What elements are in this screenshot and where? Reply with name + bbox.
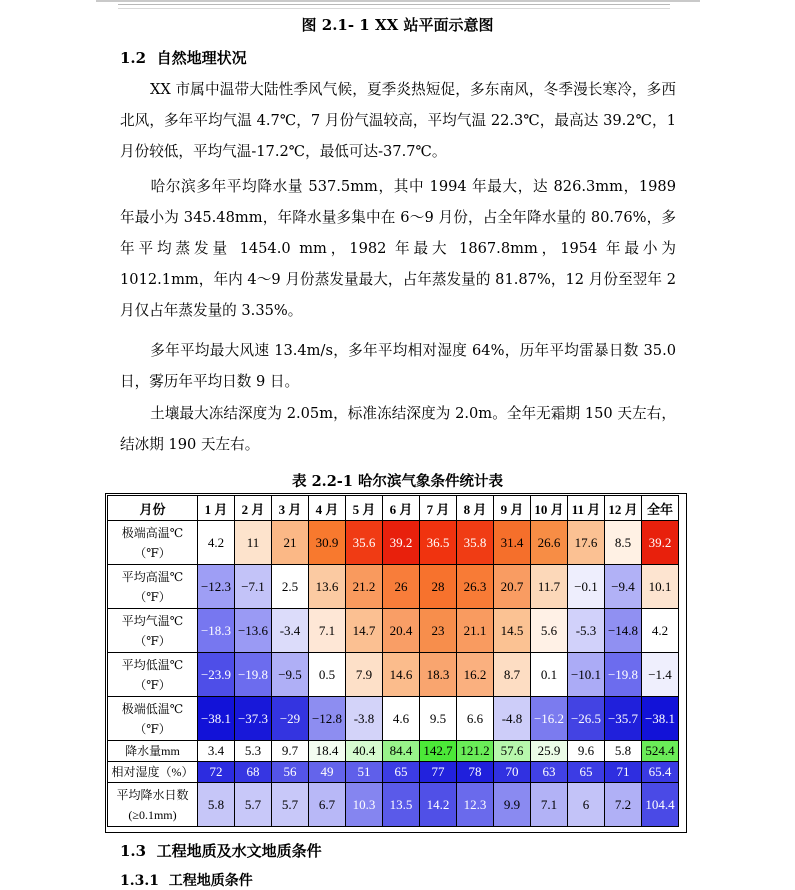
table-cell: 68 xyxy=(235,762,272,783)
table-cell: 36.5 xyxy=(420,521,457,565)
table-cell: −0.1 xyxy=(568,565,605,609)
row-label xyxy=(108,762,198,783)
table-cell: 26.6 xyxy=(531,521,568,565)
paragraph-frost xyxy=(120,398,676,460)
table-cell: 6.7 xyxy=(309,783,346,827)
section-heading-1-2 xyxy=(120,47,247,68)
table-cell: −19.8 xyxy=(605,653,642,697)
table-cell: 0.1 xyxy=(531,653,568,697)
table-cell: 7.1 xyxy=(531,783,568,827)
table-cell: 21 xyxy=(272,521,309,565)
table-row xyxy=(108,783,679,827)
table-cell: −7.1 xyxy=(235,565,272,609)
table-cell: 18.3 xyxy=(420,653,457,697)
table-cell: 65 xyxy=(568,762,605,783)
table-cell: 26.3 xyxy=(457,565,494,609)
table-cell: 14.7 xyxy=(346,609,383,653)
table-row xyxy=(108,697,679,741)
table-cell: 9.9 xyxy=(494,783,531,827)
row-label xyxy=(108,609,198,653)
section-number: 1.3.1 xyxy=(120,873,159,889)
table-cell: 18.4 xyxy=(309,741,346,762)
row-label-line2: （℉） xyxy=(134,545,171,560)
table-cell: 20.7 xyxy=(494,565,531,609)
table-cell: 11 xyxy=(235,521,272,565)
table-cell: 5.3 xyxy=(235,741,272,762)
table-cell: −16.2 xyxy=(531,697,568,741)
table-cell: −37.3 xyxy=(235,697,272,741)
row-label xyxy=(108,741,198,762)
table-cell: 65.4 xyxy=(642,762,679,783)
table-cell: -5.3 xyxy=(568,609,605,653)
header-cell-month: 2 月 xyxy=(235,496,272,521)
row-label-line1: 相对湿度（%） xyxy=(111,765,194,779)
table-cell: 3.4 xyxy=(198,741,235,762)
table-cell: 65 xyxy=(383,762,420,783)
table-cell: 8.5 xyxy=(605,521,642,565)
table-cell: 5.7 xyxy=(235,783,272,827)
table-cell: -4.8 xyxy=(494,697,531,741)
table-cell: 10.1 xyxy=(642,565,679,609)
header-cell-month: 5 月 xyxy=(346,496,383,521)
table-cell: 121.2 xyxy=(457,741,494,762)
table-cell: -3.4 xyxy=(272,609,309,653)
table-cell: 6 xyxy=(568,783,605,827)
paragraph-climate xyxy=(120,74,676,167)
table-cell: 21.1 xyxy=(457,609,494,653)
table-row xyxy=(108,565,679,609)
table-cell: 6.6 xyxy=(457,697,494,741)
figure-caption: 图 2.1- 1 XX 站平面示意图 xyxy=(301,16,494,34)
header-cell-month: 9 月 xyxy=(494,496,531,521)
table-cell: 26 xyxy=(383,565,420,609)
table-cell: −10.1 xyxy=(568,653,605,697)
row-label xyxy=(108,521,198,565)
section-number: 1.3 xyxy=(120,842,147,860)
table-cell: 17.6 xyxy=(568,521,605,565)
table-cell: 14.6 xyxy=(383,653,420,697)
table-cell: −29 xyxy=(272,697,309,741)
table-cell: −14.8 xyxy=(605,609,642,653)
row-label-line2: （℉） xyxy=(134,633,171,648)
table-cell: 104.4 xyxy=(642,783,679,827)
table-row xyxy=(108,609,679,653)
table-cell: 31.4 xyxy=(494,521,531,565)
table-cell: 30.9 xyxy=(309,521,346,565)
table-cell: 7.9 xyxy=(346,653,383,697)
table-cell: 5.8 xyxy=(198,783,235,827)
header-double-rule xyxy=(118,4,670,9)
table-cell: 77 xyxy=(420,762,457,783)
table-cell: 7.1 xyxy=(309,609,346,653)
table-cell: −9.4 xyxy=(605,565,642,609)
table-cell: 40.4 xyxy=(346,741,383,762)
table-cell: 51 xyxy=(346,762,383,783)
climate-table xyxy=(107,495,679,827)
table-cell: −23.9 xyxy=(198,653,235,697)
table-cell: 23 xyxy=(420,609,457,653)
table-cell: 0.5 xyxy=(309,653,346,697)
row-label xyxy=(108,783,198,827)
row-label-line1: 平均低温℃ xyxy=(121,657,184,672)
table-cell: 5.6 xyxy=(531,609,568,653)
row-label-line1: 平均降水日数 xyxy=(116,787,189,802)
table-row xyxy=(108,762,679,783)
table-cell: −12.3 xyxy=(198,565,235,609)
table-cell: −12.8 xyxy=(309,697,346,741)
row-label-line1: 平均高温℃ xyxy=(121,569,184,584)
header-cell-month: 10 月 xyxy=(531,496,568,521)
table-cell: −38.1 xyxy=(198,697,235,741)
table-cell: 28 xyxy=(420,565,457,609)
table-cell: 4.2 xyxy=(198,521,235,565)
table-cell: 5.8 xyxy=(605,741,642,762)
table-cell: 524.4 xyxy=(642,741,679,762)
paragraph-precipitation xyxy=(120,171,676,326)
row-label-line1: 平均气温℃ xyxy=(121,613,184,628)
table-cell: 13.6 xyxy=(309,565,346,609)
table-cell: 13.5 xyxy=(383,783,420,827)
paragraph-text: 土壤最大冻结深度为 2.05m，标准冻结深度为 2.0m。全年无霜期 150 天左右，结冰期 190 天左右。 xyxy=(120,405,676,453)
table-cell: 4.6 xyxy=(383,697,420,741)
table-cell: −38.1 xyxy=(642,697,679,741)
paragraph-text: 多年平均最大风速 13.4m/s，多年平均相对湿度 64%，历年平均雷暴日数 35.0日，雾历年平均日数 9 日。 xyxy=(120,342,676,390)
row-label-line2: （℉） xyxy=(134,721,171,736)
table-cell: 5.7 xyxy=(272,783,309,827)
table-cell: 35.8 xyxy=(457,521,494,565)
row-label-line2: （℉） xyxy=(134,677,171,692)
row-label-line2: （℉） xyxy=(134,589,171,604)
table-cell: 57.6 xyxy=(494,741,531,762)
table-cell: 142.7 xyxy=(420,741,457,762)
header-cell-month: 全年 xyxy=(642,496,679,521)
header-cell-month: 4 月 xyxy=(309,496,346,521)
paragraph-text: XX 市属中温带大陆性季风气候，夏季炎热短促，多东南风，冬季漫长寒冷，多西北风，多年平均气温 4.7℃，7 月份气温较高，平均气温 22.3℃，最高达 39.2℃，1 月份较低，平均气温-17.2℃，最低可达-37.7℃。 xyxy=(120,81,676,160)
header-cell-month: 12 月 xyxy=(605,496,642,521)
section-heading-1-3-1 xyxy=(120,870,253,890)
table-cell: −19.8 xyxy=(235,653,272,697)
table-caption: 表 2.2-1 哈尔滨气象条件统计表 xyxy=(292,473,503,490)
table-row xyxy=(108,653,679,697)
header-cell-month: 7 月 xyxy=(420,496,457,521)
table-cell: 20.4 xyxy=(383,609,420,653)
table-cell: -3.8 xyxy=(346,697,383,741)
table-cell: −26.5 xyxy=(568,697,605,741)
table-cell: 4.2 xyxy=(642,609,679,653)
section-title: 工程地质条件 xyxy=(168,873,253,889)
table-cell: 14.5 xyxy=(494,609,531,653)
row-label-line1: 极端低温℃ xyxy=(121,701,184,716)
row-label-line1: 降水量mm xyxy=(125,744,180,758)
table-cell: 9.7 xyxy=(272,741,309,762)
section-title: 工程地质及水文地质条件 xyxy=(156,842,322,860)
table-cell: 35.6 xyxy=(346,521,383,565)
header-cell-month: 1 月 xyxy=(198,496,235,521)
table-cell: 21.2 xyxy=(346,565,383,609)
row-label-line1: 极端高温℃ xyxy=(121,525,184,540)
table-cell: 78 xyxy=(457,762,494,783)
paragraph-text: 哈尔滨多年平均降水量 537.5mm，其中 1994 年最大，达 826.3mm，1989 年最小为 345.48mm，年降水量多集中在 6～9 月份，占全年降水量的 80.76%，多年平均蒸发量 1454.0 mm，1982 年最大 1867.8mm，1954 年最小为 1012.1mm，年内 4～9 月份蒸发量最大，占年蒸发量的 81.87%，12 月份至翌年 2 月仅占年蒸发量的 3.35%。 xyxy=(120,178,676,319)
table-cell: −9.5 xyxy=(272,653,309,697)
table-cell: 8.7 xyxy=(494,653,531,697)
table-cell: 71 xyxy=(605,762,642,783)
table-cell: 63 xyxy=(531,762,568,783)
table-cell: 39.2 xyxy=(642,521,679,565)
table-cell: −13.6 xyxy=(235,609,272,653)
row-label xyxy=(108,653,198,697)
table-cell: −35.7 xyxy=(605,697,642,741)
table-cell: 11.7 xyxy=(531,565,568,609)
table-cell: −1.4 xyxy=(642,653,679,697)
table-cell: 70 xyxy=(494,762,531,783)
table-cell: 12.3 xyxy=(457,783,494,827)
section-title: 自然地理状况 xyxy=(156,49,247,67)
table-cell: 7.2 xyxy=(605,783,642,827)
table-row xyxy=(108,741,679,762)
row-label xyxy=(108,697,198,741)
table-cell: 56 xyxy=(272,762,309,783)
header-cell-month-label: 月份 xyxy=(108,496,198,521)
section-heading-1-3 xyxy=(120,840,322,861)
section-number: 1.2 xyxy=(120,49,147,67)
table-cell: 9.6 xyxy=(568,741,605,762)
header-cell-month: 3 月 xyxy=(272,496,309,521)
header-rule xyxy=(96,0,700,2)
table-header-row xyxy=(108,496,679,521)
table-cell: 49 xyxy=(309,762,346,783)
table-cell: 2.5 xyxy=(272,565,309,609)
table-cell: 10.3 xyxy=(346,783,383,827)
table-cell: 72 xyxy=(198,762,235,783)
row-label xyxy=(108,565,198,609)
row-label-line2: (≥0.1mm) xyxy=(128,807,177,822)
table-cell: 84.4 xyxy=(383,741,420,762)
table-cell: −18.3 xyxy=(198,609,235,653)
header-cell-month: 11 月 xyxy=(568,496,605,521)
table-cell: 14.2 xyxy=(420,783,457,827)
header-cell-month: 8 月 xyxy=(457,496,494,521)
header-cell-month: 6 月 xyxy=(383,496,420,521)
table-cell: 39.2 xyxy=(383,521,420,565)
table-cell: 16.2 xyxy=(457,653,494,697)
table-cell: 25.9 xyxy=(531,741,568,762)
table-row xyxy=(108,521,679,565)
table-cell: 9.5 xyxy=(420,697,457,741)
paragraph-wind-humidity xyxy=(120,335,676,397)
